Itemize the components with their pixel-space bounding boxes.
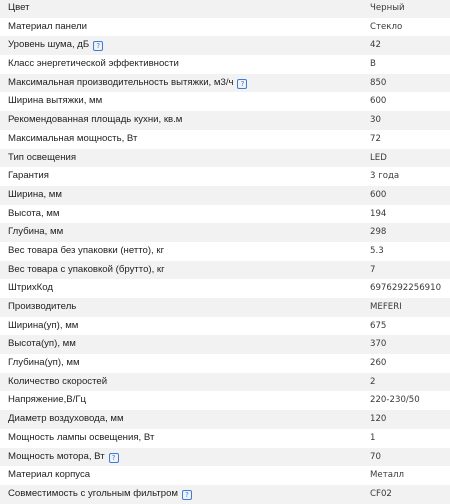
spec-row bbox=[0, 18, 450, 37]
spec-value: Металл bbox=[370, 470, 404, 481]
spec-label bbox=[8, 55, 179, 74]
spec-label-text: Вес товара без упаковки (нетто), кг bbox=[8, 244, 165, 256]
spec-label bbox=[8, 0, 30, 18]
spec-value: 72 bbox=[370, 133, 381, 144]
spec-label bbox=[8, 448, 119, 467]
spec-value: 600 bbox=[370, 189, 387, 200]
spec-label bbox=[8, 111, 182, 130]
help-icon[interactable] bbox=[109, 453, 119, 463]
spec-label bbox=[8, 466, 90, 485]
spec-value: Черный bbox=[370, 3, 405, 13]
spec-value: 30 bbox=[370, 115, 381, 126]
spec-row bbox=[0, 261, 450, 280]
spec-label-text: Рекомендованная площадь кухни, кв.м bbox=[8, 114, 183, 126]
spec-label bbox=[8, 279, 53, 298]
spec-label-text: Цвет bbox=[8, 2, 30, 13]
spec-label bbox=[8, 373, 107, 392]
spec-value: 370 bbox=[370, 339, 387, 350]
spec-label-text: Класс энергетической эффективности bbox=[8, 58, 179, 70]
spec-value: 298 bbox=[370, 227, 387, 238]
spec-label bbox=[8, 429, 154, 448]
spec-label-text: Напряжение,В/Гц bbox=[8, 394, 87, 406]
spec-value: 70 bbox=[370, 451, 381, 462]
spec-row bbox=[0, 167, 450, 186]
spec-label bbox=[8, 242, 164, 261]
spec-label bbox=[8, 391, 86, 410]
spec-label-text: Ширина(уп), мм bbox=[8, 319, 79, 331]
spec-row bbox=[0, 0, 450, 18]
spec-value: 120 bbox=[370, 414, 387, 425]
spec-label bbox=[8, 205, 59, 224]
spec-value: 42 bbox=[370, 40, 381, 51]
spec-label bbox=[8, 298, 76, 317]
spec-row bbox=[0, 186, 450, 205]
spec-label-text: Количество скоростей bbox=[8, 375, 108, 387]
spec-row bbox=[0, 448, 450, 467]
spec-label bbox=[8, 261, 165, 280]
spec-value: CF02 bbox=[370, 488, 392, 499]
spec-row bbox=[0, 391, 450, 410]
spec-label-text: Совместимость с угольным фильтром bbox=[8, 487, 179, 499]
spec-value: 220-230/50 bbox=[370, 395, 420, 406]
spec-label-text: Ширина, мм bbox=[8, 188, 63, 200]
spec-value: 675 bbox=[370, 320, 387, 331]
spec-label-text: Глубина, мм bbox=[8, 226, 64, 238]
spec-row bbox=[0, 205, 450, 224]
spec-label bbox=[8, 149, 76, 168]
spec-row bbox=[0, 485, 450, 504]
spec-label-text: Материал корпуса bbox=[8, 469, 91, 481]
spec-row bbox=[0, 317, 450, 336]
spec-row bbox=[0, 130, 450, 149]
spec-row bbox=[0, 111, 450, 130]
help-icon[interactable] bbox=[93, 41, 103, 51]
spec-label bbox=[8, 36, 103, 55]
spec-label bbox=[8, 167, 49, 186]
help-icon[interactable] bbox=[237, 79, 247, 89]
spec-label-text: Материал панели bbox=[8, 20, 87, 32]
spec-row bbox=[0, 279, 450, 298]
spec-label bbox=[8, 410, 124, 429]
spec-row bbox=[0, 335, 450, 354]
spec-label-text: Вес товара с упаковкой (брутто), кг bbox=[8, 263, 165, 275]
spec-row bbox=[0, 149, 450, 168]
spec-row bbox=[0, 429, 450, 448]
spec-value: 2 bbox=[370, 376, 376, 387]
spec-label-text: Ширина вытяжки, мм bbox=[8, 95, 103, 107]
spec-value: 600 bbox=[370, 96, 387, 107]
spec-row bbox=[0, 373, 450, 392]
spec-row bbox=[0, 298, 450, 317]
spec-label bbox=[8, 74, 247, 93]
spec-row bbox=[0, 466, 450, 485]
spec-row bbox=[0, 92, 450, 111]
spec-label bbox=[8, 317, 78, 336]
spec-value: 5.3 bbox=[370, 245, 384, 256]
spec-label-text: Максимальная производительность вытяжки, м3/ч bbox=[8, 76, 234, 88]
spec-label-text: Уровень шума, дБ bbox=[8, 39, 90, 51]
spec-row bbox=[0, 410, 450, 429]
spec-row bbox=[0, 36, 450, 55]
spec-row bbox=[0, 354, 450, 373]
spec-value: LED bbox=[370, 152, 387, 163]
spec-value: 3 года bbox=[370, 171, 400, 182]
spec-value: 260 bbox=[370, 358, 387, 369]
spec-label bbox=[8, 335, 76, 354]
spec-row bbox=[0, 223, 450, 242]
spec-label bbox=[8, 354, 80, 373]
spec-label bbox=[8, 186, 62, 205]
spec-label-text: Мощность лампы освещения, Вт bbox=[8, 431, 155, 443]
spec-label-text: Тип освещения bbox=[8, 151, 77, 163]
spec-label-text: Диаметр воздуховода, мм bbox=[8, 413, 124, 425]
spec-value: 7 bbox=[370, 264, 376, 275]
spec-label bbox=[8, 485, 192, 504]
spec-row bbox=[0, 55, 450, 74]
spec-value: 850 bbox=[370, 77, 387, 88]
spec-row bbox=[0, 242, 450, 261]
spec-value: 6976292256910 bbox=[370, 283, 442, 294]
spec-value: 1 bbox=[370, 432, 376, 443]
spec-value: B bbox=[370, 59, 376, 70]
spec-label-text: Глубина(уп), мм bbox=[8, 357, 80, 369]
spec-label bbox=[8, 130, 137, 149]
spec-label-text: Высота(уп), мм bbox=[8, 338, 76, 350]
spec-label bbox=[8, 223, 63, 242]
spec-label bbox=[8, 18, 87, 37]
spec-label-text: ШтрихКод bbox=[8, 282, 53, 294]
spec-value: Стекло bbox=[370, 21, 403, 32]
spec-row bbox=[0, 74, 450, 93]
help-icon[interactable] bbox=[182, 490, 192, 500]
spec-label-text: Высота, мм bbox=[8, 207, 60, 219]
spec-value: MEFERI bbox=[370, 302, 402, 312]
spec-label-text: Гарантия bbox=[8, 170, 49, 182]
spec-value: 194 bbox=[370, 208, 387, 219]
spec-label-text: Мощность мотора, Вт bbox=[8, 450, 105, 462]
spec-label-text: Максимальная мощность, Вт bbox=[8, 132, 138, 144]
spec-label-text: Производитель bbox=[8, 301, 77, 312]
spec-label bbox=[8, 92, 102, 111]
